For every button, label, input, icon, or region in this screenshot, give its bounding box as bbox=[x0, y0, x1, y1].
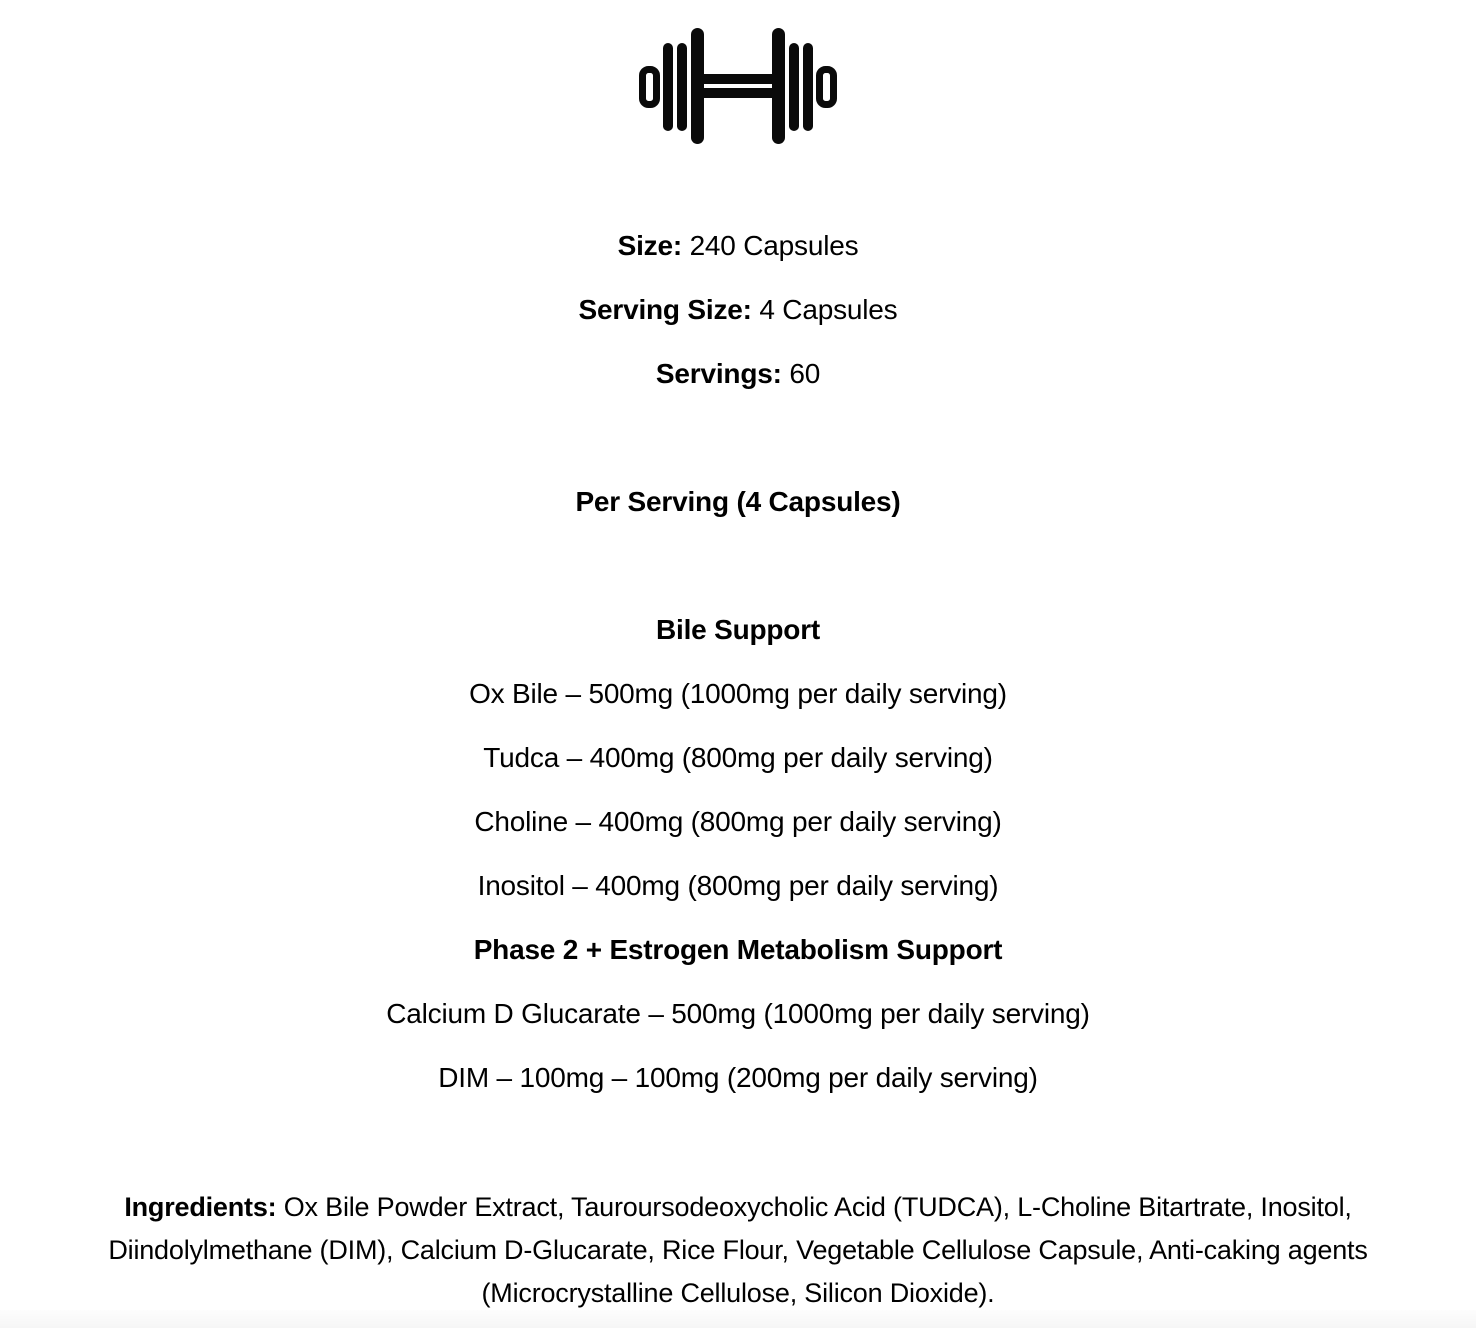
ingredient-row-inositol: Inositol – 400mg (800mg per daily serving) bbox=[477, 870, 999, 901]
ingredient-row-dim: DIM – 100mg – 100mg (200mg per daily serving) bbox=[438, 1062, 1038, 1093]
phase2-heading: Phase 2 + Estrogen Metabolism Support bbox=[473, 934, 1003, 965]
ingredient-row-ox-bile: Ox Bile – 500mg (1000mg per daily serving) bbox=[469, 678, 1007, 709]
serving-size-value: 4 Capsules bbox=[759, 294, 898, 325]
ingredients-paragraph bbox=[0, 1186, 1476, 1315]
size-label: Size: bbox=[617, 230, 682, 261]
servings-label: Servings: bbox=[655, 358, 782, 389]
ingredient-row-tudca: Tudca – 400mg (800mg per daily serving) bbox=[483, 742, 993, 773]
servings-value: 60 bbox=[789, 358, 821, 389]
ingredients-line-2: Diindolylmethane (DIM), Calcium D-Glucarate, Rice Flour, Vegetable Cellulose Capsule, Anti-caking agents bbox=[108, 1235, 1368, 1265]
size-line bbox=[0, 232, 1476, 260]
ingredients-line-1 bbox=[0, 1186, 1476, 1229]
serving-size-line bbox=[0, 296, 1476, 324]
bile-support-heading: Bile Support bbox=[655, 614, 821, 645]
ingredient-row-calcium-d-glucarate: Calcium D Glucarate – 500mg (1000mg per daily serving) bbox=[386, 998, 1090, 1029]
dumbbell-icon bbox=[639, 28, 837, 144]
page-bottom-divider bbox=[0, 1310, 1476, 1328]
size-value: 240 Capsules bbox=[689, 230, 859, 261]
ingredients-label: Ingredients: bbox=[124, 1192, 277, 1222]
per-serving-heading: Per Serving (4 Capsules) bbox=[575, 486, 901, 517]
ingredient-row-choline: Choline – 400mg (800mg per daily serving) bbox=[474, 806, 1002, 837]
ingredients-line-3: (Microcrystalline Cellulose, Silicon Dioxide). bbox=[481, 1278, 995, 1308]
serving-size-label: Serving Size: bbox=[578, 294, 752, 325]
ingredients-line-1-text: Ox Bile Powder Extract, Tauroursodeoxycholic Acid (TUDCA), L-Choline Bitartrate, Inositol, bbox=[283, 1192, 1352, 1222]
servings-line bbox=[0, 360, 1476, 388]
